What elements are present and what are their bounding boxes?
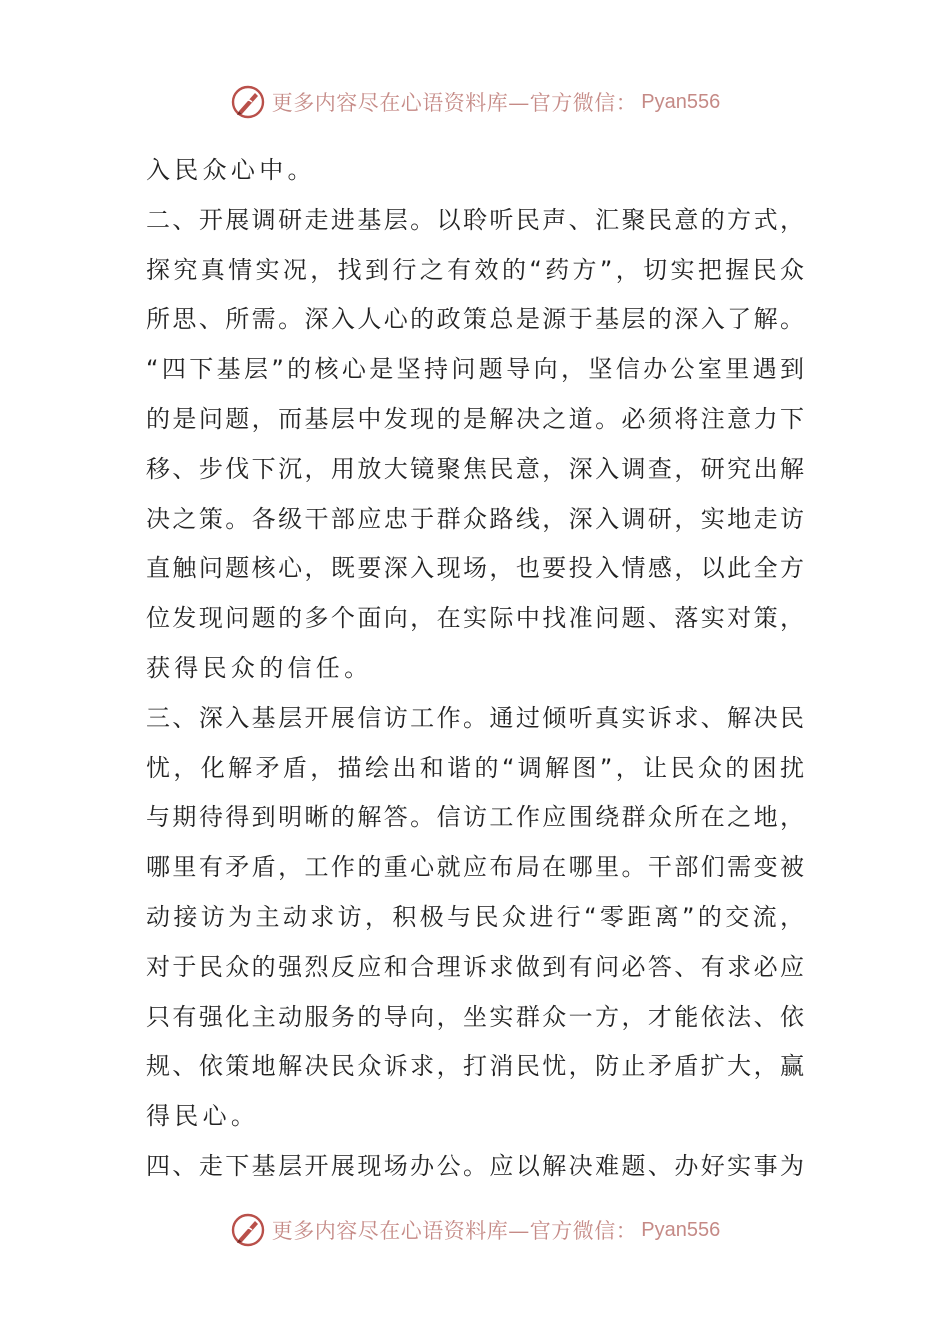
text-line: 移、步伐下沉，用放大镜聚焦民意，深入调查，研究出解 <box>146 454 804 483</box>
text-line: “四下基层”的核心是坚持问题导向，坚信办公室里遇到 <box>146 355 804 384</box>
text-line: 只有强化主动服务的导向，坐实群众一方，才能依法、依 <box>146 1002 804 1031</box>
text-line: 入民众心中。 <box>146 156 316 184</box>
watermark-wechat-id: Pyan556 <box>641 90 721 113</box>
text-line: 与期待得到明晰的解答。信访工作应围绕群众所在之地， <box>146 803 804 832</box>
pen-logo-icon <box>230 84 266 120</box>
text-line: 规、依策地解决民众诉求，打消民忧，防止矛盾扩大，赢 <box>146 1052 804 1081</box>
text-line: 位发现问题的多个面向，在实际中找准问题、落实对策， <box>146 604 804 633</box>
text-line: 四、走下基层开展现场办公。应以解决难题、办好实事为 <box>146 1151 804 1180</box>
text-line: 的是问题，而基层中发现的是解决之道。必须将注意力下 <box>146 404 804 433</box>
text-line: 得民心。 <box>146 1102 260 1131</box>
text-line: 二、开展调研走进基层。以聆听民声、汇聚民意的方式， <box>146 205 804 234</box>
text-line: 获得民众的信任。 <box>146 653 373 682</box>
footer-watermark <box>0 1210 950 1250</box>
watermark-text: 更多内容尽在心语资料库—官方微信： <box>271 91 638 115</box>
text-line: 所思、所需。深入人心的政策总是源于基层的深入了解。 <box>146 305 804 334</box>
text-line: 动接访为主动求访，积极与民众进行“零距离”的交流， <box>146 902 804 931</box>
text-line: 决之策。各级干部应忠于群众路线，深入调研，实地走访 <box>146 504 804 533</box>
text-line: 哪里有矛盾，工作的重心就应布局在哪里。干部们需变被 <box>146 853 804 882</box>
watermark-wechat-id: Pyan556 <box>641 1218 721 1241</box>
text-line: 忧，化解矛盾，描绘出和谐的“调解图”，让民众的困扰 <box>146 753 804 782</box>
text-line: 三、深入基层开展信访工作。通过倾听真实诉求、解决民 <box>146 703 804 732</box>
text-line: 直触问题核心，既要深入现场，也要投入情感，以此全方 <box>146 554 804 583</box>
watermark-text: 更多内容尽在心语资料库—官方微信： <box>271 1219 638 1243</box>
text-line: 对于民众的强烈反应和合理诉求做到有问必答、有求必应 <box>146 952 804 981</box>
header-watermark <box>0 82 950 122</box>
text-line: 探究真情实况，找到行之有效的“药方”，切实把握民众 <box>146 255 804 284</box>
body-text <box>146 146 806 1192</box>
pen-logo-icon <box>230 1212 266 1248</box>
